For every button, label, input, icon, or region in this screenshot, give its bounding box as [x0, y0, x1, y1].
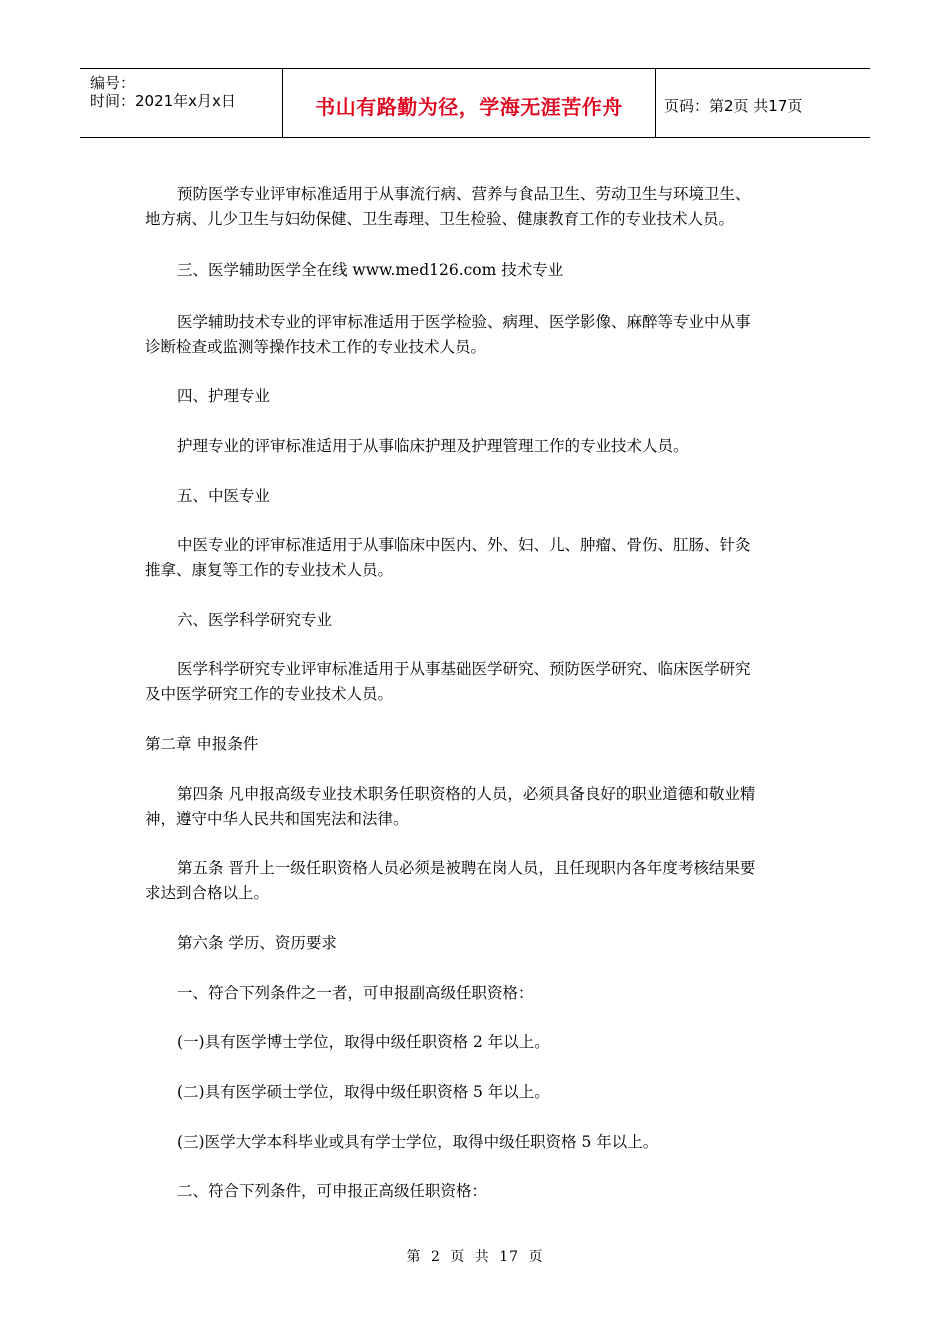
paragraph-nursing: 护理专业的评审标准适用于从事临床护理及护理管理工作的专业技术人员。	[177, 437, 689, 455]
text-line: 第四条 凡申报高级专业技术职务任职资格的人员，必须具备良好的职业道德和敬业精	[177, 785, 756, 803]
header-motto-cell	[283, 69, 656, 137]
paragraph-tcm-cont	[145, 558, 815, 583]
text-line: 地方病、儿少卫生与妇幼保健、卫生毒理、卫生检验、健康教育工作的专业技术人员。	[145, 210, 735, 228]
page-footer: 第 2 页 共 17 页	[406, 1249, 544, 1265]
text-line: 中医专业的评审标准适用于从事临床中医内、外、妇、儿、肿瘤、骨伤、肛肠、针灸	[177, 536, 751, 554]
text-line: 及中医学研究工作的专业技术人员。	[145, 685, 394, 703]
page-code: 页码：第2页 共17页	[664, 96, 803, 115]
condition-2: 二、符合下列条件，可申报正高级任职资格：	[177, 1182, 488, 1200]
text-line: 第五条 晋升上一级任职资格人员必须是被聘在岗人员，且任现职内各年度考核结果要	[177, 859, 756, 877]
list-item: (一)具有医学博士学位，取得中级任职资格 2 年以上。	[177, 1033, 550, 1051]
chapter-heading: 第二章 申报条件	[145, 735, 259, 753]
heading-nursing: 四、护理专业	[177, 387, 271, 405]
header-table	[80, 68, 870, 138]
text-line: 预防医学专业评审标准适用于从事流行病、营养与食品卫生、劳动卫生与环境卫生、	[177, 185, 751, 203]
number-label: 编号：	[90, 74, 136, 92]
text-line: 求达到合格以上。	[145, 884, 270, 902]
heading-tcm: 五、中医专业	[177, 487, 271, 505]
text-line: 诊断检查或监测等操作技术工作的专业技术人员。	[145, 338, 487, 356]
paragraph-medical-technology-cont	[145, 335, 815, 360]
condition-1: 一、符合下列条件之一者，可申报副高级任职资格：	[177, 984, 534, 1002]
article-4	[145, 782, 847, 807]
paragraph-research	[145, 657, 847, 682]
article-4-cont	[145, 807, 815, 832]
header-page-cell	[656, 69, 870, 137]
article-5	[145, 856, 847, 881]
article-5-cont	[145, 881, 815, 906]
motto: 书山有路勤为径，学海无涯苦作舟	[315, 94, 623, 119]
header-info-cell	[80, 69, 283, 137]
text-line: 医学科学研究专业评审标准适用于从事基础医学研究、预防医学研究、临床医学研究	[177, 660, 751, 678]
paragraph-medical-technology	[145, 310, 847, 335]
paragraph-preventive-medicine	[145, 182, 847, 207]
text-line: 推拿、康复等工作的专业技术人员。	[145, 561, 394, 579]
heading-medical-technology: 三、医学辅助医学全在线 www.med126.com 技术专业	[177, 261, 564, 279]
heading-research: 六、医学科学研究专业	[177, 611, 333, 629]
text-line: 医学辅助技术专业的评审标准适用于医学检验、病理、医学影像、麻醉等专业中从事	[177, 313, 751, 331]
text-line: 神，遵守中华人民共和国宪法和法律。	[145, 810, 409, 828]
time-label: 时间：2021年x月x日	[90, 92, 236, 110]
article-6: 第六条 学历、资历要求	[177, 934, 337, 952]
list-item: (三)医学大学本科毕业或具有学士学位，取得中级任职资格 5 年以上。	[177, 1133, 659, 1151]
paragraph-preventive-medicine-cont	[145, 207, 815, 232]
list-item: (二)具有医学硕士学位，取得中级任职资格 5 年以上。	[177, 1083, 550, 1101]
paragraph-research-cont	[145, 682, 815, 707]
paragraph-tcm	[145, 533, 847, 558]
